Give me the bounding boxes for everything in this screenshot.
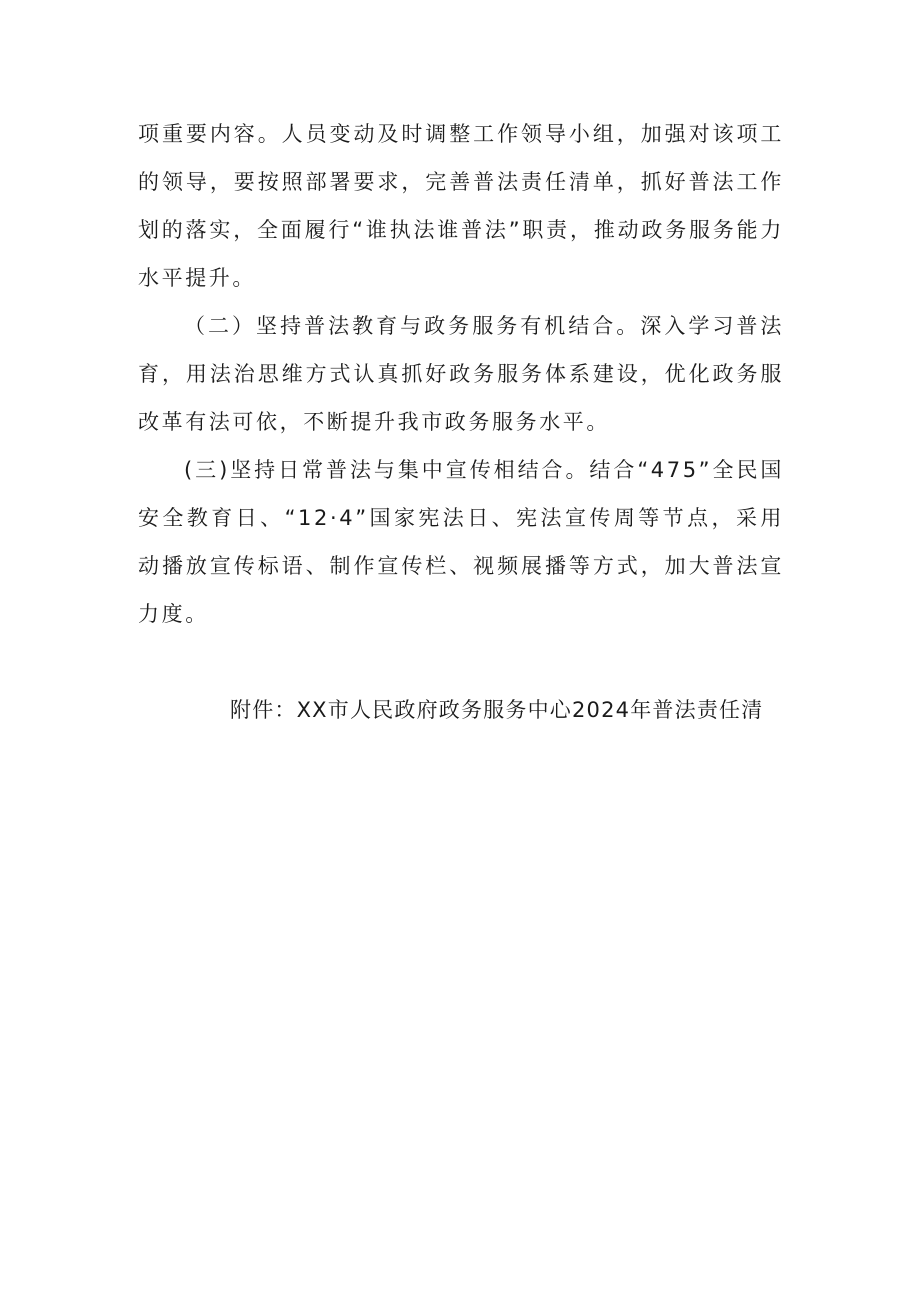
document-body — [138, 110, 784, 734]
attachment-note: 附件：XX市人民政府政务服务中心2024年普法责任清 — [230, 698, 764, 722]
paragraph-line: 动播放宣传标语、制作宣传栏、视频展播等方式，加大普法宣 — [138, 554, 784, 578]
paragraph-section-3 — [138, 446, 784, 638]
spacer — [138, 638, 784, 686]
paragraph-line: 的领导，要按照部署要求，完善普法责任清单，抓好普法工作 — [138, 170, 784, 194]
paragraph-line: 划的落实，全面履行“谁执法谁普法”职责，推动政务服务能力 — [138, 218, 784, 242]
paragraph-line: 育，用法治思维方式认真抓好政务服务体系建设，优化政务服 — [138, 362, 784, 386]
paragraph-line: 项重要内容。人员变动及时调整工作领导小组，加强对该项工 — [138, 122, 784, 146]
paragraph-leadership — [138, 110, 784, 302]
paragraph-line: 改革有法可依，不断提升我市政务服务水平。 — [138, 410, 610, 434]
paragraph-line: 力度。 — [138, 602, 209, 626]
paragraph-line: (三)坚持日常普法与集中宣传相结合。结合“475”全民国 — [184, 458, 784, 482]
paragraph-line: （二）坚持普法教育与政务服务有机结合。深入学习普法 — [184, 314, 784, 338]
paragraph-section-2 — [138, 302, 784, 446]
paragraph-line: 安全教育日、“12·4”国家宪法日、宪法宣传周等节点，采用 — [138, 506, 784, 530]
paragraph-line: 水平提升。 — [138, 266, 256, 290]
